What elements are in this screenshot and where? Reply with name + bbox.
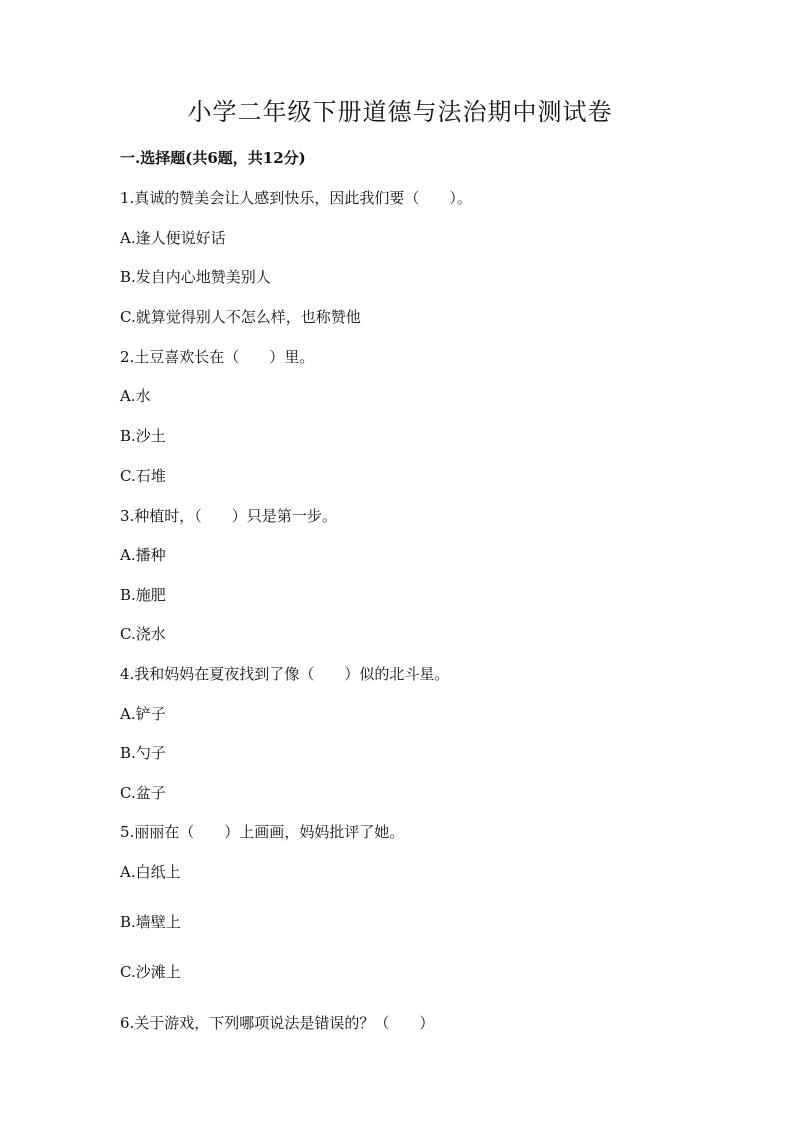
question-5-option-c: C.沙滩上 <box>120 963 181 981</box>
question-5-stem: 5.丽丽在（ ）上画画，妈妈批评了她。 <box>120 823 405 841</box>
question-1-option-b: B.发自内心地赞美别人 <box>120 268 271 286</box>
question-4-option-a: A.铲子 <box>120 705 166 723</box>
question-4-option-c: C.盆子 <box>120 784 166 802</box>
question-3-option-b: B.施肥 <box>120 586 166 604</box>
question-4-stem: 4.我和妈妈在夏夜找到了像（ ）似的北斗星。 <box>120 665 450 683</box>
page-title: 小学二年级下册道德与法治期中测试卷 <box>187 98 613 126</box>
question-6-stem: 6.关于游戏，下列哪项说法是错误的？（ ） <box>120 1014 435 1032</box>
question-5-option-b: B.墙壁上 <box>120 913 181 931</box>
question-2-option-c: C.石堆 <box>120 467 166 485</box>
question-1-option-c: C.就算觉得别人不怎么样，也称赞他 <box>120 308 361 326</box>
question-1-option-a: A.逢人便说好话 <box>120 229 226 247</box>
question-4-option-b: B.勺子 <box>120 744 166 762</box>
question-3-stem: 3.种植时，（ ）只是第一步。 <box>120 507 337 525</box>
section-heading: 一.选择题(共6题，共12分) <box>120 149 306 167</box>
question-2-stem: 2.土豆喜欢长在（ ）里。 <box>120 348 315 366</box>
question-1-stem: 1.真诚的赞美会让人感到快乐，因此我们要（ ）。 <box>120 189 472 207</box>
question-3-option-a: A.播种 <box>120 546 166 564</box>
question-2-option-a: A.水 <box>120 387 151 405</box>
question-2-option-b: B.沙土 <box>120 427 166 445</box>
question-3-option-c: C.浇水 <box>120 625 166 643</box>
question-5-option-a: A.白纸上 <box>120 863 181 881</box>
